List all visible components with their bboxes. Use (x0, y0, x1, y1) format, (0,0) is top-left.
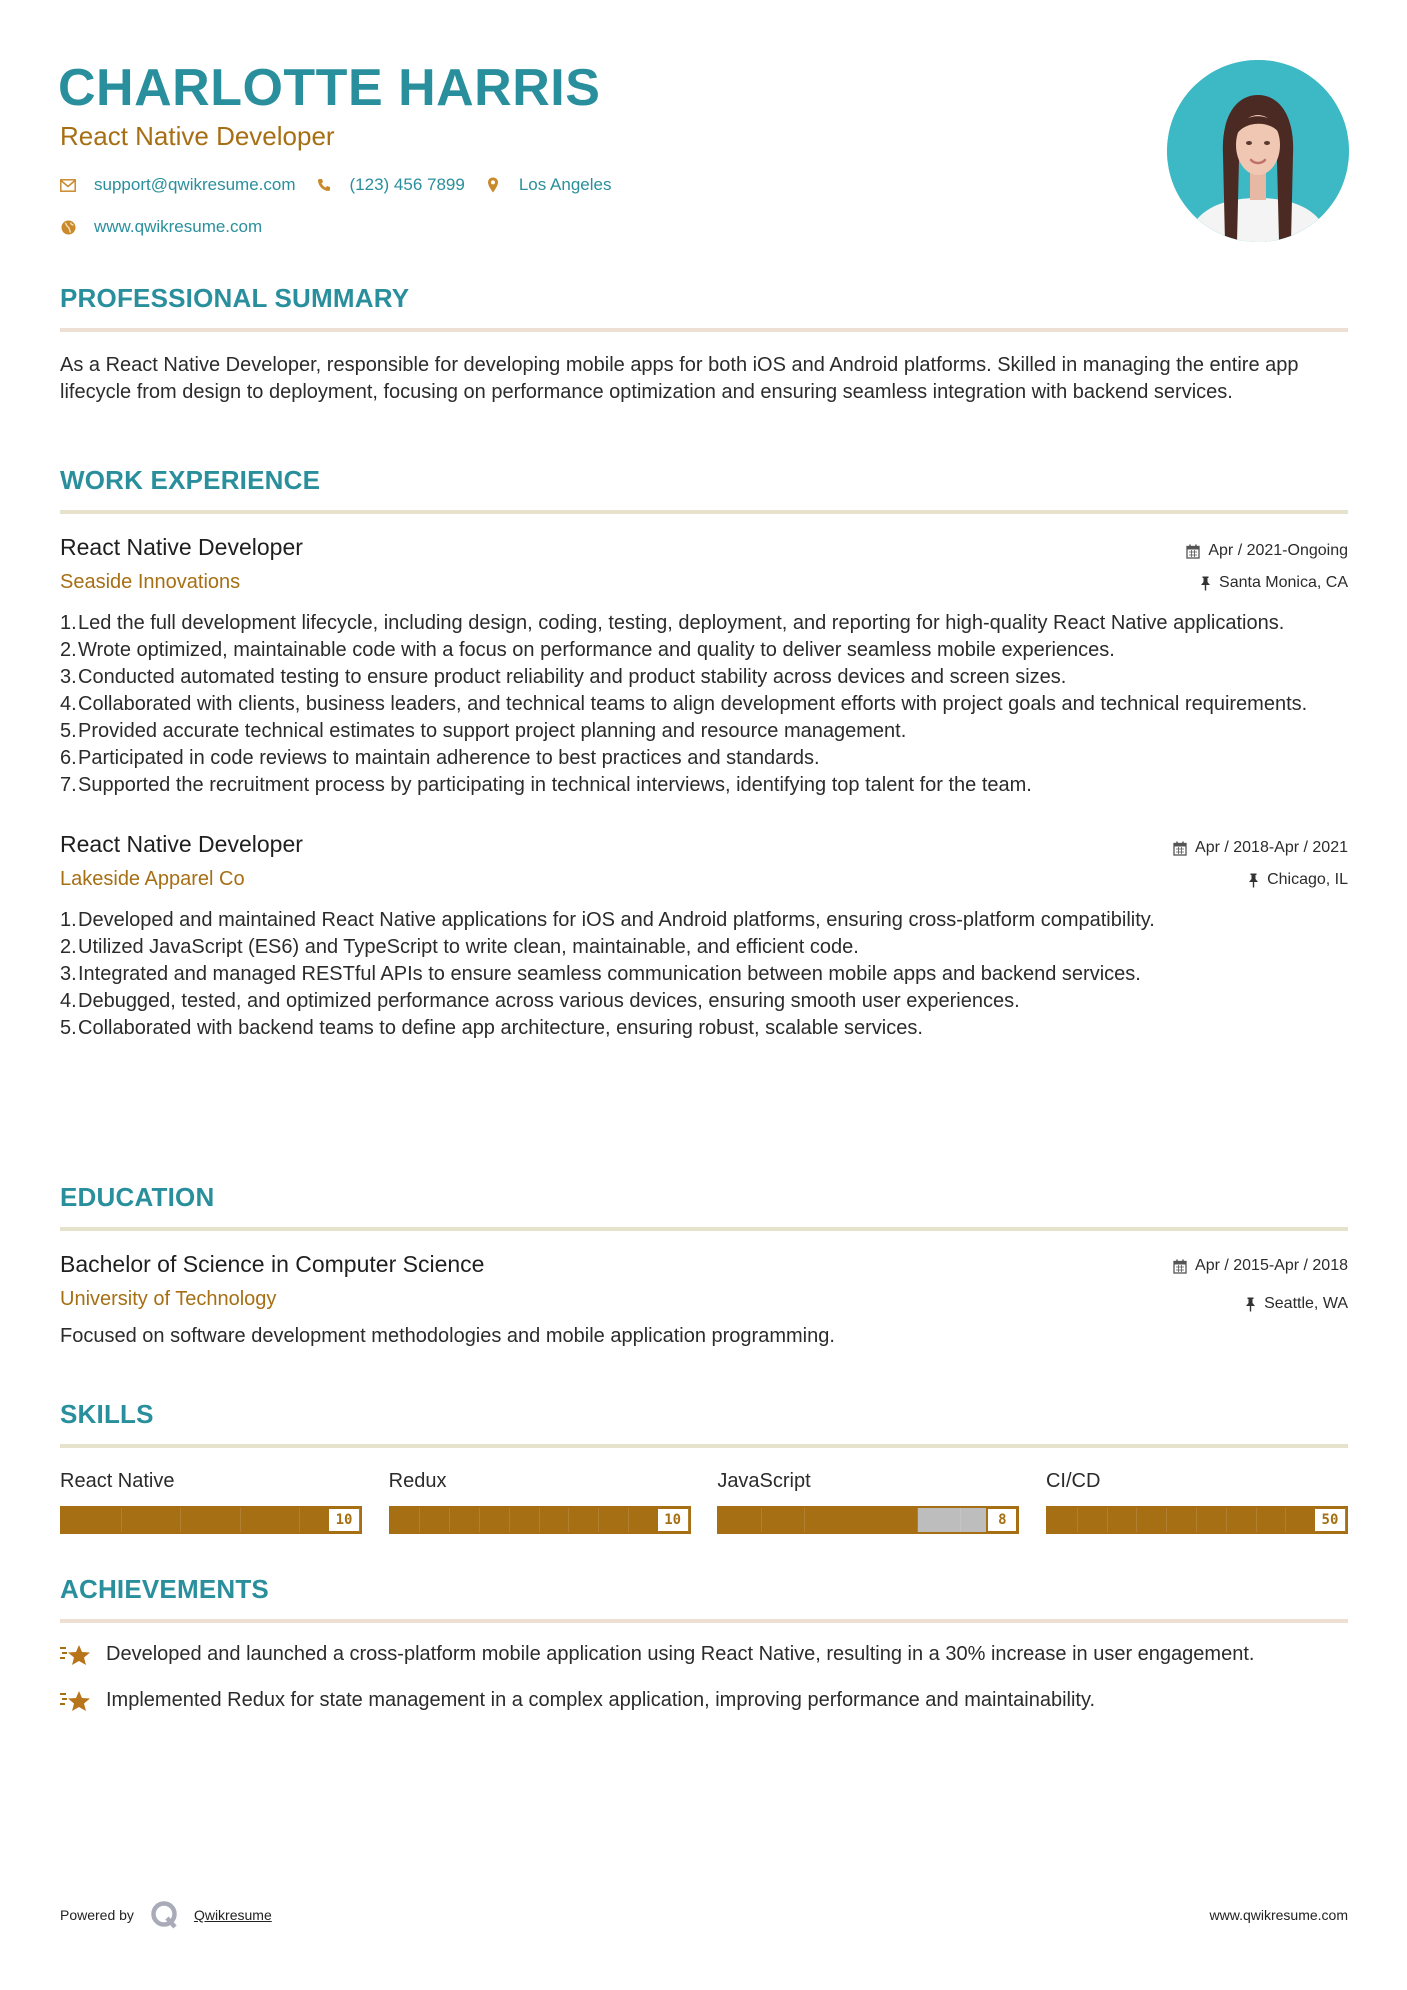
list-item: 1. Developed and maintained React Native applications for iOS and Android platforms, ensuring cross-platform compatibility. (60, 909, 1155, 931)
skill-item (1046, 1468, 1348, 1534)
skill-value: 50 (1315, 1509, 1345, 1531)
contact-email[interactable] (60, 175, 296, 195)
list-item: 3. Conducted automated testing to ensure product reliability and product stability across devices and screen sizes. (60, 666, 1067, 688)
list-item: 3. Integrated and managed RESTful APIs to ensure seamless communication between mobile apps and backend services. (60, 963, 1141, 985)
education-heading (60, 1249, 484, 1315)
candidate-name: CHARLOTTE HARRIS (58, 59, 601, 117)
candidate-role: React Native Developer (60, 121, 335, 151)
section-title-achievements: ACHIEVEMENTS (60, 1574, 269, 1604)
degree-title: Bachelor of Science in Computer Science (60, 1251, 485, 1277)
section-title-experience: WORK EXPERIENCE (60, 465, 321, 495)
job-dates (1186, 540, 1348, 562)
job-title: React Native Developer (60, 534, 303, 560)
skill-rating-bar (1046, 1506, 1348, 1534)
job-dates-text: Apr / 2021-Ongoing (1208, 542, 1348, 559)
job-location (1173, 869, 1348, 891)
list-item: 5. Provided accurate technical estimates to support project planning and resource management. (60, 720, 907, 742)
job-dates-text: Apr / 2018-Apr / 2021 (1195, 839, 1348, 856)
skill-value: 10 (329, 1509, 359, 1531)
job-title: React Native Developer (60, 831, 303, 857)
contact-website[interactable] (60, 217, 262, 237)
contact-phone[interactable] (316, 175, 465, 195)
section-divider (60, 1227, 1348, 1231)
job-meta (1173, 829, 1348, 893)
job-responsibilities (60, 907, 1348, 1042)
job-responsibilities (60, 610, 1348, 799)
achievements-list (60, 1641, 1348, 1720)
job-location-text: Santa Monica, CA (1219, 574, 1348, 591)
qwikresume-logo-icon (150, 1900, 180, 1930)
contact-row-1 (60, 172, 631, 198)
website-link[interactable]: www.qwikresume.com (94, 217, 263, 236)
section-skills (60, 1398, 1348, 1534)
phone-number: (123) 456 7899 (349, 175, 465, 194)
job-company: Seaside Innovations (60, 571, 241, 593)
location-text: Los Angeles (518, 175, 612, 194)
list-item: 6. Participated in code reviews to maintain adherence to best practices and standards. (60, 747, 820, 769)
globe-icon (60, 219, 76, 235)
section-divider (60, 1444, 1348, 1448)
school-name: University of Technology (60, 1288, 277, 1310)
list-item: 7. Supported the recruitment process by participating in technical interviews, identifying top talent for the team. (60, 774, 1032, 796)
section-title-education: EDUCATION (60, 1182, 215, 1212)
skills-list (60, 1468, 1348, 1534)
section-divider (60, 510, 1348, 514)
pushpin-icon (1245, 1297, 1256, 1312)
section-summary (60, 282, 1348, 406)
achievement-item (60, 1641, 1348, 1674)
qwikresume-link[interactable]: Qwikresume (193, 1907, 272, 1923)
star-icon (60, 1687, 94, 1720)
achievement-text: Developed and launched a cross-platform mobile application using React Native, resulting in a 30% increase in user engagement. (106, 1643, 1255, 1665)
profile-photo (1167, 60, 1349, 242)
list-item: 4. Collaborated with clients, business leaders, and technical teams to align development efforts with project goals and technical requirements. (60, 693, 1308, 715)
education-description: Focused on software development methodologies and mobile application programming. (60, 1325, 835, 1347)
contact-location (485, 175, 612, 195)
calendar-icon (1186, 544, 1200, 559)
skill-name: Redux (388, 1470, 447, 1492)
list-item: 2. Wrote optimized, maintainable code with a focus on performance and quality to deliver seamless mobile experiences. (60, 639, 1115, 661)
education-entry (60, 1249, 1348, 1350)
phone-icon (316, 177, 332, 193)
job-entry-1 (60, 532, 1348, 799)
job-header (60, 829, 1348, 893)
skill-rating-bar (389, 1506, 691, 1534)
job-header (60, 532, 1348, 596)
skill-name: React Native (60, 1470, 175, 1492)
skill-rating-bar (717, 1506, 1019, 1534)
section-divider (60, 328, 1348, 332)
powered-by-label: Powered by (60, 1907, 134, 1923)
job-location (1186, 572, 1348, 594)
skill-value: 8 (986, 1507, 1018, 1533)
portrait-image (1167, 60, 1349, 242)
job-heading (60, 532, 303, 596)
skill-rating-bar (60, 1506, 362, 1534)
education-meta (1173, 1249, 1348, 1315)
skill-item (60, 1468, 362, 1534)
skill-item (389, 1468, 691, 1534)
section-title-skills: SKILLS (60, 1399, 154, 1429)
contact-row-2 (60, 214, 631, 240)
section-education (60, 1181, 1348, 1350)
calendar-icon (1173, 841, 1187, 856)
job-dates (1173, 837, 1348, 859)
skill-name: CI/CD (1045, 1470, 1101, 1492)
job-entry-2 (60, 829, 1348, 1042)
section-experience (60, 464, 1348, 1042)
education-header (60, 1249, 1348, 1315)
envelope-icon (60, 177, 76, 193)
achievement-item (60, 1687, 1348, 1720)
achievement-text: Implemented Redux for state management in a complex application, improving performance and maintainability. (106, 1689, 1096, 1711)
contact-info (60, 172, 631, 256)
star-icon (60, 1641, 94, 1674)
job-location-text: Chicago, IL (1267, 871, 1348, 888)
skill-value: 10 (658, 1509, 688, 1531)
skill-name: JavaScript (717, 1470, 811, 1492)
job-heading (60, 829, 303, 893)
summary-text: As a React Native Developer, responsible for developing mobile apps for both iOS and Android platforms. Skilled in managing the entire app lifecycle from design to deployment, focusing on performance optimization and ensuring seamless integration with backend services. (60, 354, 1299, 403)
section-title-summary: PROFESSIONAL SUMMARY (60, 283, 410, 313)
list-item: 2. Utilized JavaScript (ES6) and TypeScript to write clean, maintainable, and efficient code. (60, 936, 859, 958)
list-item: 4. Debugged, tested, and optimized performance across various devices, ensuring smooth user experiences. (60, 990, 1020, 1012)
list-item: 5. Collaborated with backend teams to define app architecture, ensuring robust, scalable services. (60, 1017, 923, 1039)
email-link[interactable]: support@qwikresume.com (94, 175, 296, 194)
skill-item (717, 1468, 1019, 1534)
education-location (1173, 1293, 1348, 1315)
map-pin-icon (485, 177, 501, 193)
powered-by (60, 1900, 272, 1930)
education-location-text: Seattle, WA (1264, 1295, 1348, 1312)
section-divider (60, 1619, 1348, 1623)
list-item: 1. Led the full development lifecycle, including design, coding, testing, deployment, and reporting for high-quality React Native applications. (60, 612, 1285, 634)
page-footer (60, 1900, 1348, 1930)
section-achievements (60, 1573, 1348, 1733)
job-company: Lakeside Apparel Co (60, 868, 245, 890)
pushpin-icon (1200, 576, 1211, 591)
job-meta (1186, 532, 1348, 596)
pushpin-icon (1248, 873, 1259, 888)
calendar-icon (1173, 1259, 1187, 1274)
education-dates-text: Apr / 2015-Apr / 2018 (1195, 1257, 1348, 1274)
education-dates (1173, 1255, 1348, 1277)
footer-website[interactable]: www.qwikresume.com (1209, 1907, 1348, 1923)
